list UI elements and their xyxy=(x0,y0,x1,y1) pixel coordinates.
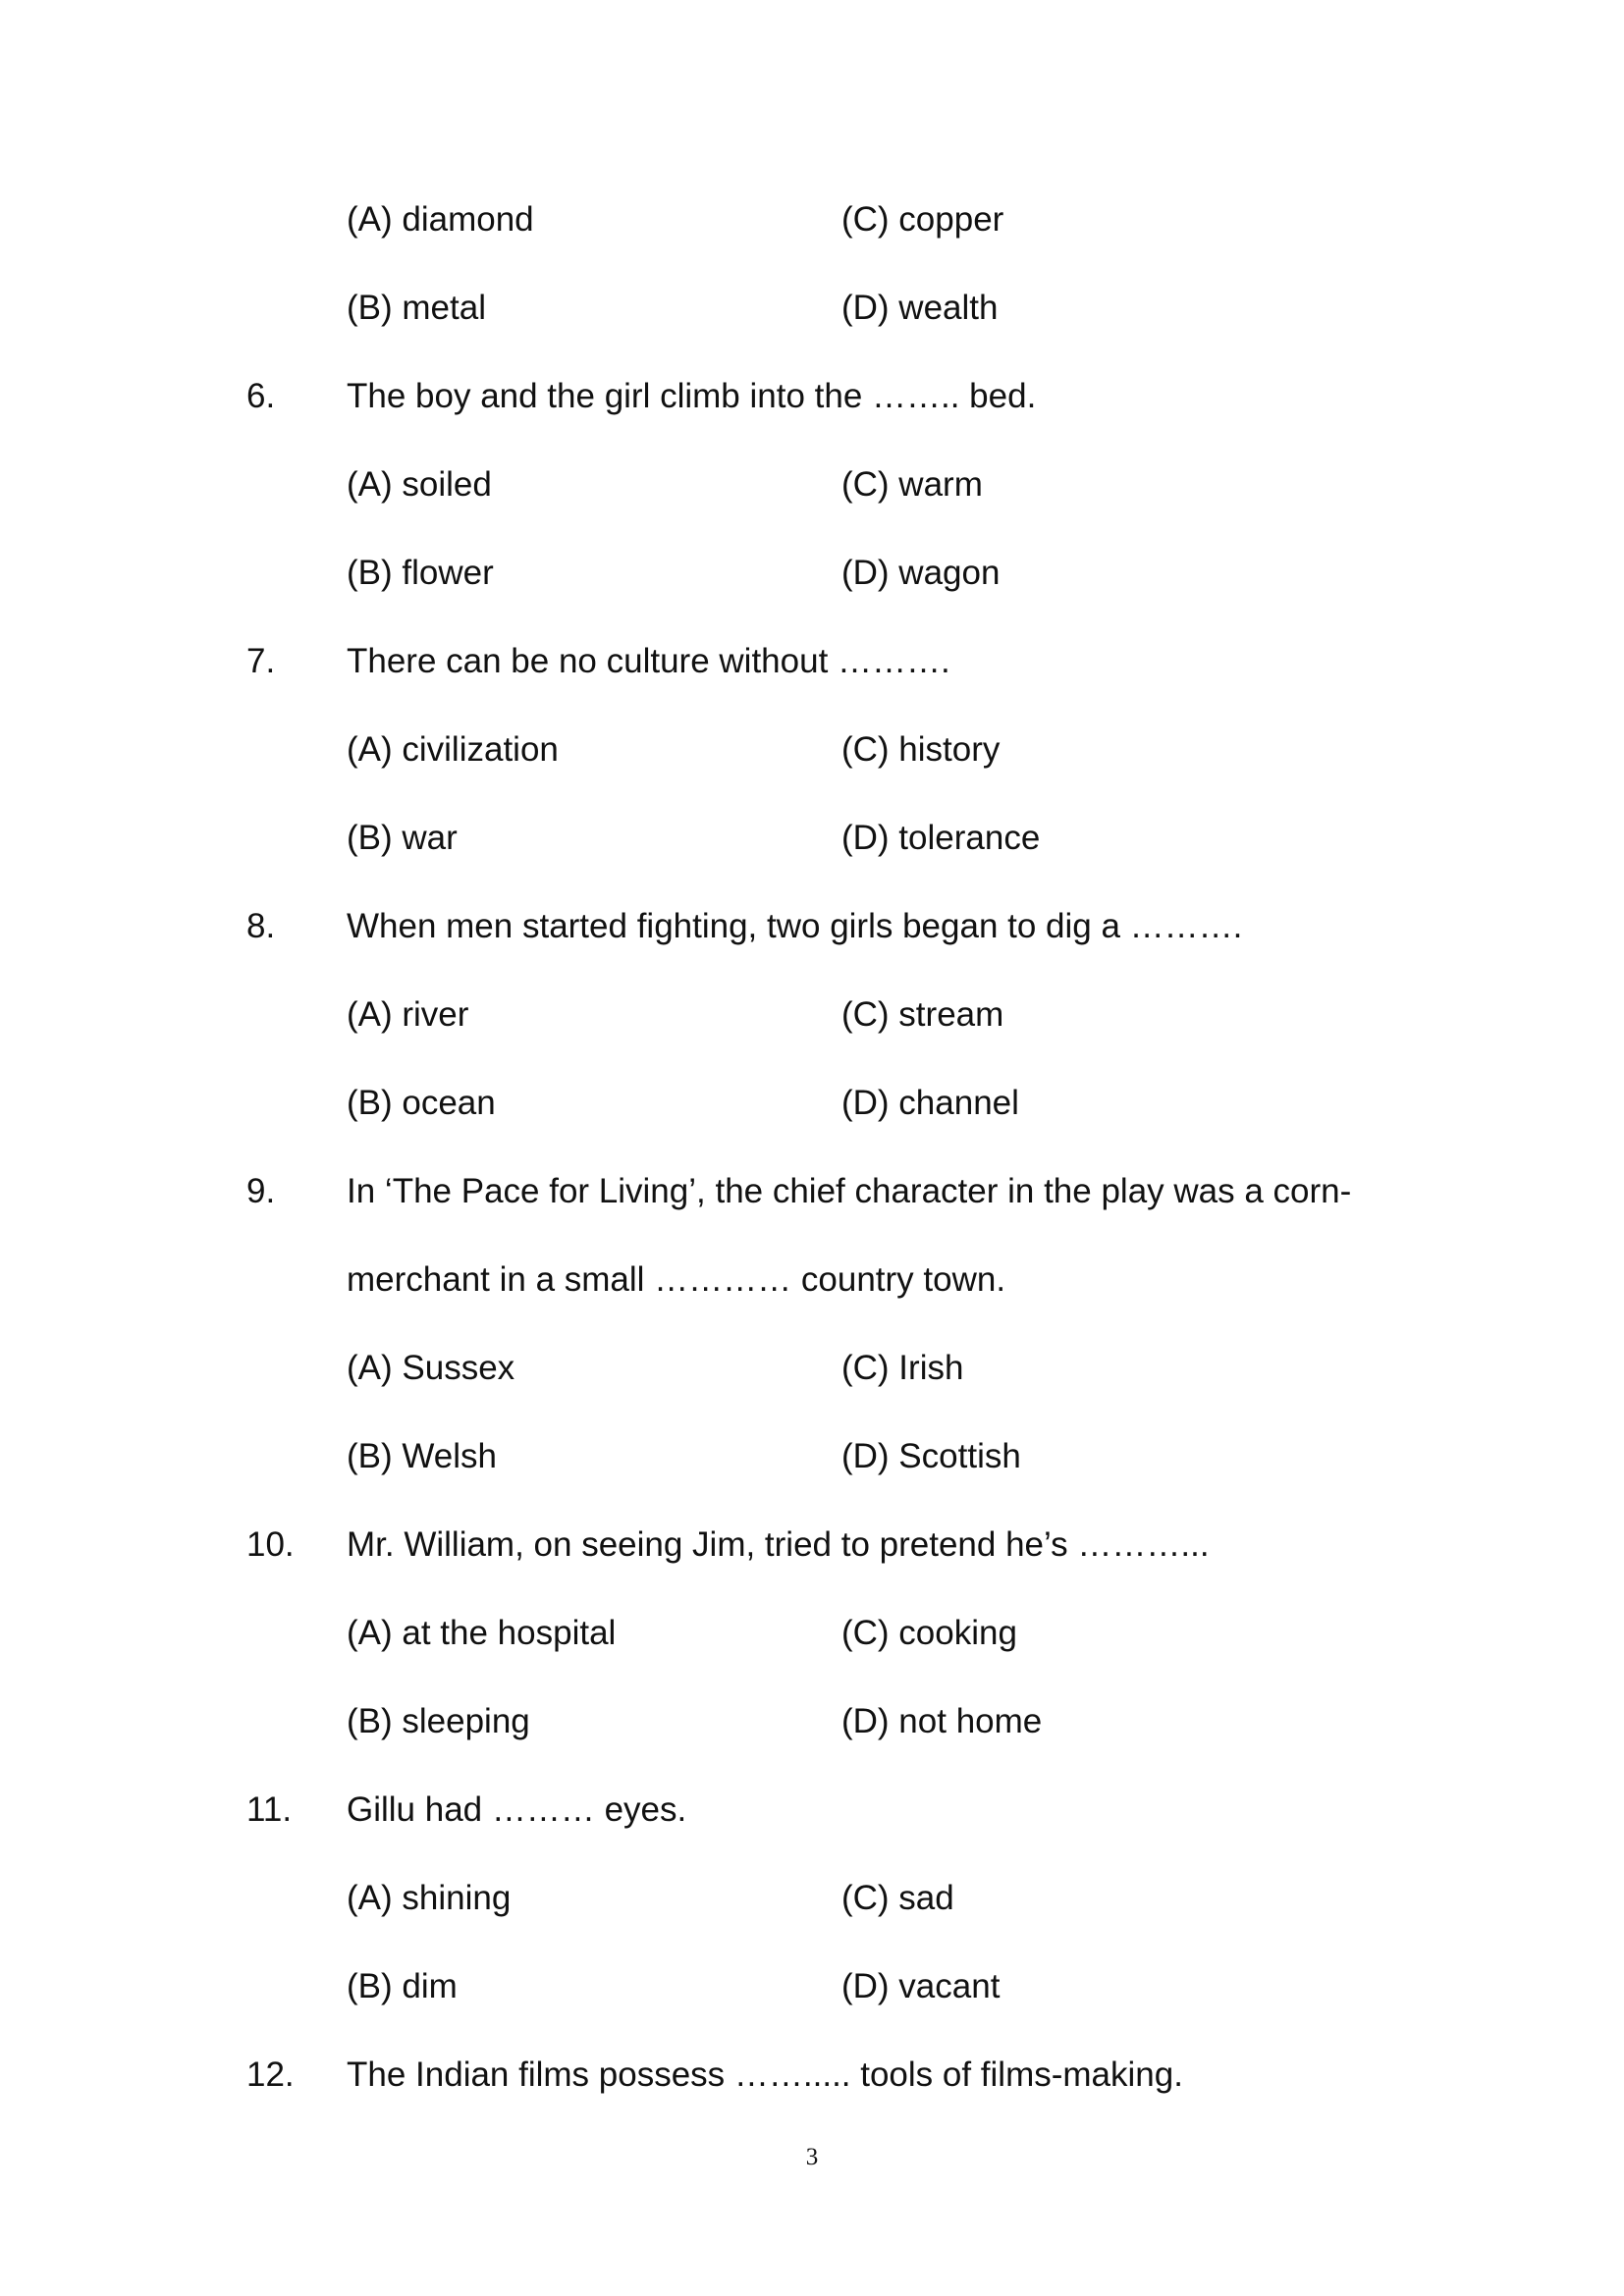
question-text: When men started fighting, two girls began to dig a ………. xyxy=(347,907,1243,945)
option-row xyxy=(0,264,1624,352)
option: (A) at the hospital xyxy=(347,1614,617,1652)
option: (B) flower xyxy=(347,554,494,592)
question-number: 10. xyxy=(246,1525,295,1564)
option: (D) not home xyxy=(841,1702,1043,1740)
option: (D) wealth xyxy=(841,289,999,327)
option-row xyxy=(0,971,1624,1059)
question-text: The boy and the girl climb into the …….. bed. xyxy=(347,377,1037,415)
question-number: 11. xyxy=(246,1790,293,1829)
question-text: There can be no culture without ………. xyxy=(347,642,950,680)
option: (D) tolerance xyxy=(841,819,1041,857)
option: (A) river xyxy=(347,995,469,1034)
question-number: 6. xyxy=(246,377,276,415)
option: (C) warm xyxy=(841,465,983,504)
option: (B) war xyxy=(347,819,458,857)
option: (D) channel xyxy=(841,1084,1019,1122)
option-row xyxy=(0,1854,1624,1943)
option-row xyxy=(0,529,1624,617)
option: (C) history xyxy=(841,730,1001,769)
option-row xyxy=(0,706,1624,794)
question-row xyxy=(0,1766,1624,1854)
option: (A) soiled xyxy=(347,465,492,504)
question-number: 9. xyxy=(246,1172,276,1210)
page-number: 3 xyxy=(805,2144,819,2170)
question-number: 8. xyxy=(246,907,276,945)
question-text: Gillu had ……… eyes. xyxy=(347,1790,687,1829)
option: (C) copper xyxy=(841,200,1004,239)
option: (A) Sussex xyxy=(347,1349,515,1387)
option-row xyxy=(0,1589,1624,1678)
option-row xyxy=(0,176,1624,264)
question-row xyxy=(0,882,1624,971)
option-row xyxy=(0,1324,1624,1413)
question-list xyxy=(0,176,1624,2119)
question-text: In ‘The Pace for Living’, the chief character in the play was a corn- xyxy=(347,1172,1352,1210)
option: (B) ocean xyxy=(347,1084,496,1122)
option: (B) Welsh xyxy=(347,1437,497,1475)
question-number: 7. xyxy=(246,642,276,680)
option: (B) dim xyxy=(347,1967,458,2005)
option: (A) civilization xyxy=(347,730,559,769)
option: (D) Scottish xyxy=(841,1437,1021,1475)
option-row xyxy=(0,1943,1624,2031)
option: (C) Irish xyxy=(841,1349,964,1387)
question-number: 12. xyxy=(246,2056,295,2094)
option-row xyxy=(0,794,1624,882)
question-row xyxy=(0,1236,1624,1324)
question-text: merchant in a small ………… country town. xyxy=(347,1260,1006,1299)
option-row xyxy=(0,1678,1624,1766)
option: (A) shining xyxy=(347,1879,512,1917)
option: (B) metal xyxy=(347,289,486,327)
question-row xyxy=(0,1501,1624,1589)
option: (D) wagon xyxy=(841,554,1001,592)
option: (D) vacant xyxy=(841,1967,1001,2005)
option: (A) diamond xyxy=(347,200,534,239)
question-text: The Indian films possess ……..... tools of films-making. xyxy=(347,2056,1183,2094)
question-row xyxy=(0,2031,1624,2119)
option: (C) stream xyxy=(841,995,1004,1034)
option-row xyxy=(0,1059,1624,1148)
option-row xyxy=(0,441,1624,529)
option: (C) sad xyxy=(841,1879,954,1917)
option: (C) cooking xyxy=(841,1614,1017,1652)
option-row xyxy=(0,1413,1624,1501)
question-row xyxy=(0,352,1624,441)
option: (B) sleeping xyxy=(347,1702,530,1740)
question-row xyxy=(0,617,1624,706)
question-text: Mr. William, on seeing Jim, tried to pretend he’s ………... xyxy=(347,1525,1210,1564)
question-row xyxy=(0,1148,1624,1236)
